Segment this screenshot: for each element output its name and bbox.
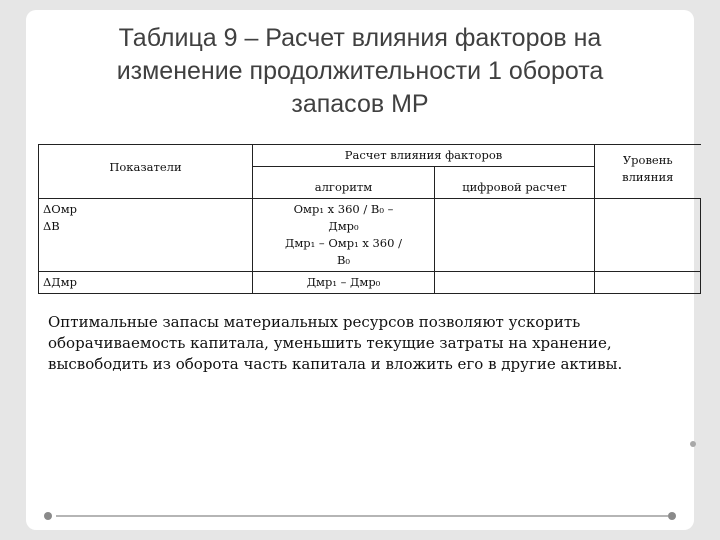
decor-dot-left bbox=[44, 512, 52, 520]
table-row bbox=[39, 199, 701, 272]
row-1-alg-line-1: Омр₁ х 360 / В₀ – bbox=[293, 202, 394, 216]
row-1-indicator-line-1: ΔОмр bbox=[43, 202, 78, 216]
title-line-2: изменение продолжительности 1 оборота bbox=[116, 57, 604, 85]
slide-title bbox=[60, 22, 660, 121]
row-2-numeric bbox=[435, 272, 595, 294]
decor-line bbox=[56, 515, 668, 517]
title-line-3: запасов МР bbox=[291, 90, 429, 118]
paragraph-line-1: Оптимальные запасы материальных ресурсов позволяют ускорить bbox=[48, 313, 581, 331]
row-1-indicator-line-2: ΔВ bbox=[43, 219, 60, 233]
row-1-alg-line-4: В₀ bbox=[336, 253, 351, 267]
paragraph-line-2: оборачиваемость капитала, уменьшить текущие затраты на хранение, bbox=[48, 334, 612, 352]
row-1-algorithm bbox=[253, 199, 435, 272]
row-1-level bbox=[595, 199, 701, 272]
decor-dot-small bbox=[690, 441, 696, 447]
header-indicator: Показатели bbox=[39, 145, 253, 199]
header-level-line-1: Уровень bbox=[622, 153, 673, 167]
title-line-1: Таблица 9 – Расчет влияния факторов на bbox=[118, 24, 602, 52]
row-1-alg-line-2: Дмр₀ bbox=[328, 219, 359, 233]
table-row bbox=[39, 272, 701, 294]
row-2-algorithm: Дмр₁ – Дмр₀ bbox=[253, 272, 435, 294]
row-1-alg-line-3: Дмр₁ – Омр₁ х 360 / bbox=[285, 236, 402, 250]
row-2-level bbox=[595, 272, 701, 294]
row-1-numeric bbox=[435, 199, 595, 272]
header-calc: Расчет влияния факторов bbox=[253, 145, 595, 167]
header-level-line-2: влияния bbox=[622, 170, 674, 184]
factor-table bbox=[38, 144, 701, 294]
row-2-indicator: ΔДмр bbox=[39, 272, 253, 294]
header-level bbox=[595, 145, 701, 199]
paragraph-line-3: высвободить из оборота часть капитала и вложить его в другие активы. bbox=[48, 355, 623, 373]
header-numeric: цифровой расчет bbox=[435, 167, 595, 199]
table-header-row bbox=[39, 145, 701, 167]
body-paragraph bbox=[48, 312, 688, 375]
header-algorithm: алгоритм bbox=[253, 167, 435, 199]
row-1-indicator bbox=[39, 199, 253, 272]
decor-dot-right bbox=[668, 512, 676, 520]
